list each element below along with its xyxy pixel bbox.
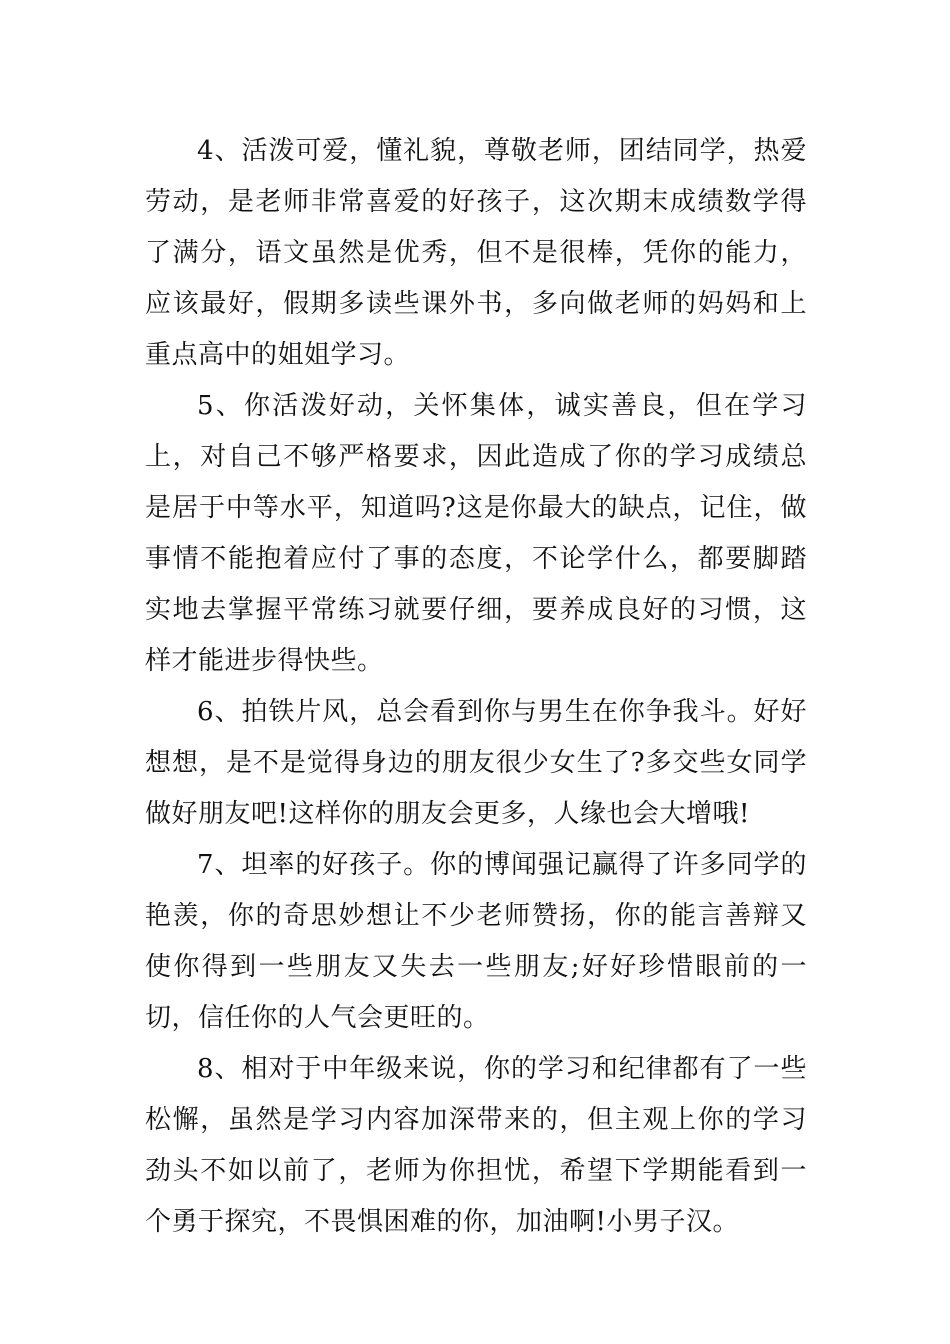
paragraph-comment-5: 5、你活泼好动，关怀集体，诚实善良，但在学习上，对自己不够严格要求，因此造成了你的学习成绩总是居于中等水平，知道吗?这是你最大的缺点，记住，做事情不能抱着应付了事的态度，不论学什么，都要脚踏实地去掌握平常练习就要仔细，要养成良好的习惯，这样才能进步得快些。 xyxy=(145,391,807,676)
paragraph-comment-6: 6、拍铁片风，总会看到你与男生在你争我斗。好好想想，是不是觉得身边的朋友很少女生了?多交些女同学做好朋友吧!这样你的朋友会更多，人缘也会大增哦! xyxy=(145,697,807,829)
paragraph-comment-7: 7、坦率的好孩子。你的博闻强记赢得了许多同学的艳羡，你的奇思妙想让不少老师赞扬，你的能言善辩又使你得到一些朋友又失去一些朋友;好好珍惜眼前的一切，信任你的人气会更旺的。 xyxy=(145,850,807,1033)
paragraph-comment-8: 8、相对于中年级来说，你的学习和纪律都有了一些松懈，虽然是学习内容加深带来的，但主观上你的学习劲头不如以前了，老师为你担忧，希望下学期能看到一个勇于探究，不畏惧困难的你，加油啊!小男子汉。 xyxy=(145,1054,807,1237)
document-body xyxy=(145,126,807,1248)
paragraph-comment-4: 4、活泼可爱，懂礼貌，尊敬老师，团结同学，热爱劳动，是老师非常喜爱的好孩子，这次期末成绩数学得了满分，语文虽然是优秀，但不是很棒，凭你的能力，应该最好，假期多读些课外书，多向做老师的妈妈和上重点高中的姐姐学习。 xyxy=(145,136,807,370)
